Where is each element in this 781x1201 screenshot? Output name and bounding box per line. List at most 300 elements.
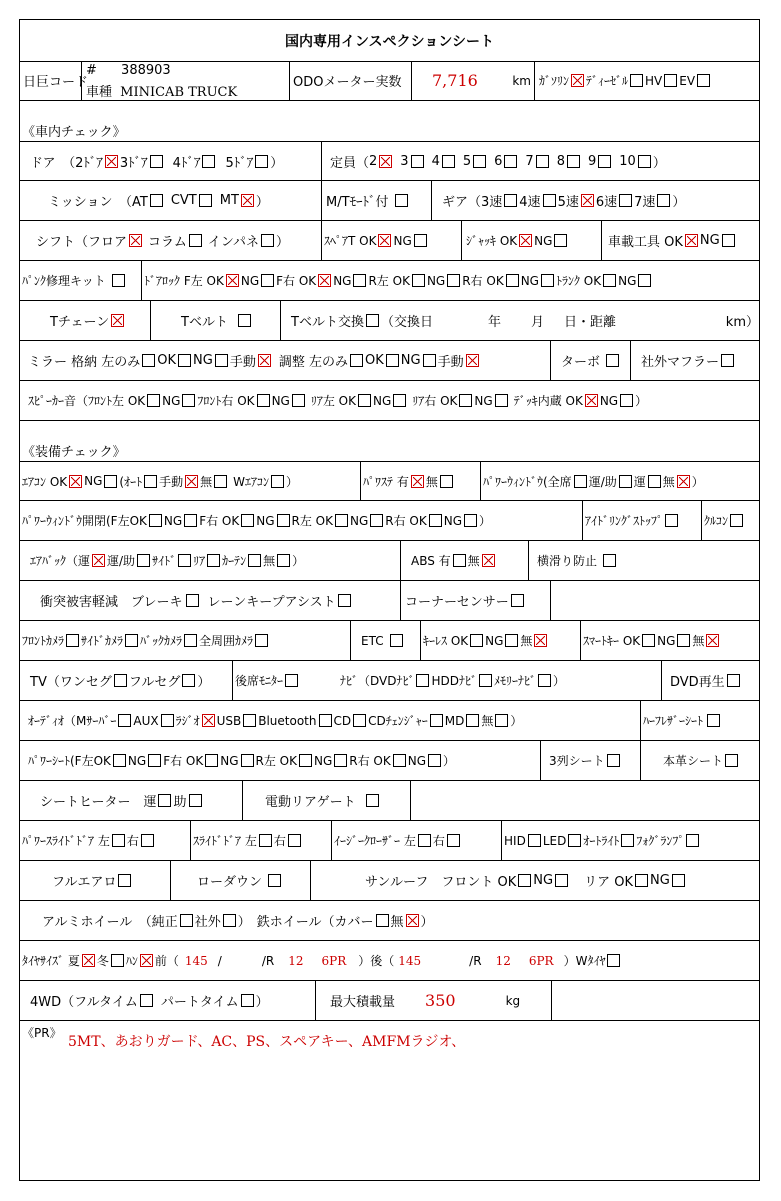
slide-door-right-checkbox[interactable] [288,834,301,847]
trunk-ok-checkbox[interactable] [603,274,616,287]
ng-label: NG [400,353,421,368]
close-paren: ） [672,195,686,210]
year-label: 年 [487,315,501,330]
deck-ng-checkbox[interactable] [620,394,633,407]
audio-mserver-checkbox[interactable] [118,714,131,727]
punk-kit-label: ﾊﾟﾝｸ修理キット [22,274,106,288]
door-4-checkbox[interactable] [202,155,215,168]
doorlock-cell [141,261,761,300]
seats-cell [321,142,761,180]
audio-mserver-label: ｵｰﾃﾞｨｵ（Mｻｰﾊﾞｰ [28,714,117,728]
speaker-fl-ok-checkbox[interactable] [147,394,160,407]
audio-cd-changer-checkbox[interactable] [430,714,443,727]
close-paren: ） [197,675,211,690]
tchain-checkbox[interactable] [111,314,124,327]
door-3-checkbox[interactable] [150,155,163,168]
power-steering-cell [360,462,480,500]
smartkey-ok-checkbox[interactable] [642,634,655,647]
pw-open-fl-ng-checkbox[interactable] [184,514,197,527]
alu-wheel-genuine-checkbox[interactable] [180,914,193,927]
mirror-fold-label: ミラー 格納 左のみ [28,355,141,370]
close-paren: ） [255,995,269,1010]
power-gate-checkbox[interactable] [366,794,379,807]
idle-stop-label: ｱｲﾄﾞﾘﾝｸﾞｽﾄｯﾌﾟ [585,514,664,528]
vehicle-info [81,61,289,100]
driver-label: 運 [633,474,646,489]
aircon-none-checkbox[interactable] [214,475,227,488]
aircon-manual-checkbox[interactable] [185,475,198,488]
door-4-label: 4ﾄﾞｱ [172,155,201,171]
muffler-checkbox[interactable] [721,354,734,367]
slash-r: /R [261,953,275,968]
trunk-ng-checkbox[interactable] [638,274,651,287]
navi-memory-checkbox[interactable] [538,674,551,687]
spare-ng-checkbox[interactable] [414,234,427,247]
turbo-checkbox[interactable] [606,354,619,367]
shift-cell [36,221,321,260]
airbag-side-checkbox[interactable] [178,554,191,567]
mission-at-checkbox[interactable] [150,194,163,207]
pw-open-fr-ng-checkbox[interactable] [277,514,290,527]
pw-open-rr-ng-checkbox[interactable] [464,514,477,527]
deck-label: ﾃﾞｯｷ内蔵 OK [513,394,583,408]
audio-aux-label: AUX [133,713,159,728]
ng-label: NG [426,273,446,288]
close-paren: ） [275,235,289,250]
power-gate-cell [242,781,410,820]
max-load-label: 最大積載量 [330,995,396,1010]
pw-open-fr-ok-checkbox[interactable] [241,514,254,527]
power-gate-label: 電動リアゲート [265,795,356,810]
speaker-fr-label: ﾌﾛﾝﾄ右 OK [197,394,255,408]
mirror-adjust-left-checkbox[interactable] [350,354,363,367]
gear-6-checkbox[interactable] [619,194,632,207]
audio-aux-checkbox[interactable] [161,714,174,727]
odo-cell [411,61,534,100]
tire-cell [22,941,758,980]
anti-skid-checkbox[interactable] [603,554,616,567]
easy-closer-left-checkbox[interactable] [418,834,431,847]
idle-stop-checkbox[interactable] [665,514,678,527]
tools-ng-checkbox[interactable] [722,234,735,247]
seat-heater-row [20,781,759,821]
pw-open-cell [22,501,582,540]
jack-ok-checkbox[interactable] [519,234,532,247]
close-paren: ） [652,155,666,171]
power-seat-fl-label: ﾊﾟﾜｰｼｰﾄ(F左OK [28,754,111,768]
steel-wheel-cover-checkbox[interactable] [376,914,389,927]
seat-10-checkbox[interactable] [638,155,651,168]
power-slide-cell [22,821,192,860]
power-slide-left-checkbox[interactable] [112,834,125,847]
slide-door-cell [190,821,331,860]
hid-label: HID [504,833,526,848]
easy-closer-right-checkbox[interactable] [447,834,460,847]
mission-mt-checkbox[interactable] [241,194,254,207]
lane-keep-checkbox[interactable] [338,594,351,607]
rear-monitor-checkbox[interactable] [285,674,298,687]
doorlock-fl-ok-checkbox[interactable] [226,274,239,287]
power-steering-yes-checkbox[interactable] [411,475,424,488]
ng-label: NG [520,273,539,288]
corner-sensor-checkbox[interactable] [511,594,524,607]
audio-radio-checkbox[interactable] [202,714,215,727]
slide-door-left-checkbox[interactable] [259,834,272,847]
close-paren: ） [270,155,284,171]
seat-heater-driver-label: シートヒーター 運 [40,795,157,810]
power-slide-right-checkbox[interactable] [141,834,154,847]
doorlock-fr-ng-checkbox[interactable] [353,274,366,287]
ng-label: NG [127,753,147,768]
side-camera-label: ｻｲﾄﾞｶﾒﾗ [81,634,124,648]
full-aero-checkbox[interactable] [118,874,131,887]
seat-num: 3 [400,153,409,169]
abs-yes-checkbox[interactable] [453,554,466,567]
lights-cell [501,821,761,860]
power-seat-rl-label: R左 OK [255,754,297,768]
tire-han-checkbox[interactable] [140,954,153,967]
front-camera-checkbox[interactable] [66,634,79,647]
tv-row [20,661,759,701]
audio-radio-label: ﾗｼﾞｵ [175,714,200,728]
seat-heater-driver-checkbox[interactable] [158,794,171,807]
speaker-fr-ok-checkbox[interactable] [257,394,270,407]
gear-6-label: 6速 [595,195,618,210]
lowdown-checkbox[interactable] [268,874,281,887]
tools-ok-checkbox[interactable] [685,234,698,247]
fuel-diesel-checkbox[interactable] [630,74,643,87]
ok-label: OK [157,353,177,368]
gear-7-label: 7速 [634,195,656,210]
sunroof-rear-ok-checkbox[interactable] [635,874,648,887]
fuel-gas-label: ｶﾞｿﾘﾝ [539,74,570,88]
close-paren: ） [479,514,492,528]
audio-md-checkbox[interactable] [466,714,479,727]
led-checkbox[interactable] [568,834,581,847]
seat-heater-passenger-label: 助 [173,795,187,810]
pr-label: 《PR》 [22,1026,62,1040]
spare-ok-label: ｽﾍﾟｱT OK [324,234,377,248]
autolight-label: ｵｰﾄﾗｲﾄ [583,834,620,848]
navi-hdd-checkbox[interactable] [479,674,492,687]
audio-usb-checkbox[interactable] [243,714,256,727]
side-camera-checkbox[interactable] [125,634,138,647]
audio-row [20,701,759,741]
gear-3-label: ギア（3速 [442,195,503,210]
around-camera-checkbox[interactable] [255,634,268,647]
back-camera-checkbox[interactable] [184,634,197,647]
sunroof-cell [310,861,761,900]
aircon-none-label: 無 [200,474,213,489]
close-paren: ） [292,554,305,568]
autolight-checkbox[interactable] [621,834,634,847]
half-leather-cell [640,701,761,740]
jack-ng-checkbox[interactable] [554,234,567,247]
power-window-none-checkbox[interactable] [677,475,690,488]
around-camera-label: 全周囲ｶﾒﾗ [199,634,254,648]
half-leather-checkbox[interactable] [707,714,720,727]
idle-stop-cell [582,501,701,540]
tv-oneseg-checkbox[interactable] [114,674,127,687]
lowdown-label: ローダウン [197,875,263,890]
speaker-fl-ng-checkbox[interactable] [182,394,195,407]
power-window-all-checkbox[interactable] [574,475,587,488]
shift-floor-checkbox[interactable] [129,234,142,247]
pr-text: 5MT、あおりガード、AC、PS、スペアキー、AMFMラジオ、 [68,1034,466,1050]
number-label: # [86,63,97,78]
navi-memory-label: ﾒﾓﾘｰﾅﾋﾞ [494,674,537,688]
cruise-cell [701,501,761,540]
speaker-rr-ok-checkbox[interactable] [459,394,472,407]
aircon-ok-checkbox[interactable] [69,475,82,488]
fwd-parttime-checkbox[interactable] [241,994,254,1007]
pw-open-fl-ok-checkbox[interactable] [149,514,162,527]
pw-open-rl-label: R左 OK [291,514,333,528]
tchain-label: Tチェーン [50,315,110,330]
alu-wheel-aftermarket-checkbox[interactable] [223,914,236,927]
mirror-adjust-ok-checkbox[interactable] [386,354,399,367]
spare-ok-checkbox[interactable] [378,234,391,247]
keyless-cell [420,621,580,660]
tire-front-label: 前（ [154,954,179,968]
pw-open-rr-ok-checkbox[interactable] [429,514,442,527]
tire-winter-checkbox[interactable] [111,954,124,967]
w-tire-checkbox[interactable] [607,954,620,967]
half-leather-label: ﾊｰﾌﾚｻﾞｰｼｰﾄ [643,714,704,728]
mirror-fold-ok-checkbox[interactable] [178,354,191,367]
doorlock-fl-ng-checkbox[interactable] [261,274,274,287]
power-slide-left-label: ﾊﾟﾜｰｽﾗｲﾄﾞﾄﾞｱ 左 [22,834,110,848]
airbag-row [20,541,759,581]
shift-inpane-label: インパネ [207,235,259,250]
mirror-adjust-label: 調整 左のみ [278,355,348,370]
punk-cell [22,261,140,300]
tbelt-checkbox[interactable] [238,314,251,327]
door-2-checkbox[interactable] [105,155,118,168]
airbag-dp-checkbox[interactable] [137,554,150,567]
ng-label: NG [657,633,676,648]
power-steering-none-checkbox[interactable] [440,475,453,488]
seat-heater-passenger-checkbox[interactable] [189,794,202,807]
aircon-ng-checkbox[interactable] [104,475,117,488]
tire-winter-label: 冬 [96,954,109,968]
hid-checkbox[interactable] [528,834,541,847]
full-aero-label: フルエアロ [52,875,117,890]
airbag-dp-label: 運/助 [107,554,136,568]
fwd-fulltime-checkbox[interactable] [140,994,153,1007]
doorlock-rl-ok-checkbox[interactable] [412,274,425,287]
audio-bluetooth-checkbox[interactable] [319,714,332,727]
keyless-ok-checkbox[interactable] [470,634,483,647]
mirror-fold-left-checkbox[interactable] [142,354,155,367]
header-row [20,61,759,101]
smartkey-none-checkbox[interactable] [706,634,719,647]
seat-num: 8 [556,153,565,169]
sheet-title: 国内専用インスペクションシート [20,20,759,62]
speaker-rl-ok-checkbox[interactable] [358,394,371,407]
punk-kit-checkbox[interactable] [112,274,125,287]
w-aircon-checkbox[interactable] [271,475,284,488]
mirror-adjust-ng-checkbox[interactable] [423,354,436,367]
power-seat-rl-ok-checkbox[interactable] [299,754,312,767]
rear-monitor-label: 後席ﾓﾆﾀｰ [235,674,284,688]
navi-dvd-checkbox[interactable] [416,674,429,687]
easy-closer-left-label: ｲｰｼﾞｰｸﾛｰｻﾞｰ 左 [334,834,416,848]
third-row-checkbox[interactable] [607,754,620,767]
doorlock-rl-ng-checkbox[interactable] [447,274,460,287]
leather-checkbox[interactable] [725,754,738,767]
power-seat-cell [28,741,540,780]
tire-summer-checkbox[interactable] [82,954,95,967]
seat-8-checkbox[interactable] [567,155,580,168]
power-seat-fr-ng-checkbox[interactable] [241,754,254,767]
tbelt-change-checkbox[interactable] [366,314,379,327]
gear-5-checkbox[interactable] [581,194,594,207]
tools-ng-label: NG [699,233,720,248]
door-5-checkbox[interactable] [255,155,268,168]
spare-ng-label: NG [393,233,412,248]
power-seat-rr-ok-checkbox[interactable] [393,754,406,767]
anti-skid-label: 横滑り防止 [537,554,598,568]
lane-keep-label: レーンキープアシスト [207,595,336,610]
seat-5-checkbox[interactable] [473,155,486,168]
tire-front-size: 145 [184,953,208,968]
speaker-rl-ng-checkbox[interactable] [393,394,406,407]
keyless-ng-checkbox[interactable] [505,634,518,647]
audio-none-checkbox[interactable] [495,714,508,727]
shift-row [20,221,759,261]
doorlock-rr-ng-checkbox[interactable] [541,274,554,287]
pr-section [20,1021,759,1181]
gear-5-label: 5速 [557,195,579,210]
sunroof-front-ng-checkbox[interactable] [555,874,568,887]
aircon-auto-checkbox[interactable] [144,475,157,488]
fwd-fulltime-label: 4WD（フルタイム [30,995,138,1010]
mirror-fold-manual-checkbox[interactable] [258,354,271,367]
tv-fullseg-checkbox[interactable] [182,674,195,687]
alu-wheel-label: アルミホイール （純正 [42,915,178,930]
mission-cvt-checkbox[interactable] [199,194,212,207]
smartkey-ng-checkbox[interactable] [677,634,690,647]
pw-open-rl-ng-checkbox[interactable] [370,514,383,527]
close-paren: ） [237,915,251,930]
speaker-rr-label: ﾘｱ右 OK [412,394,458,408]
interior-section [20,101,759,141]
power-window-all-label: ﾊﾟﾜｰｳｨﾝﾄﾞｳ(全席 [483,474,572,489]
seat-2-checkbox[interactable] [379,155,392,168]
gear-7-checkbox[interactable] [657,194,670,207]
seat-9-checkbox[interactable] [598,155,611,168]
none-label: 無 [390,915,404,930]
model-name: MINICAB TRUCK [120,85,238,100]
speaker-fr-ng-checkbox[interactable] [292,394,305,407]
fuel-hv-checkbox[interactable] [664,74,677,87]
max-load-cell [315,981,551,1020]
airbag-driver-checkbox[interactable] [92,554,105,567]
sunroof-rear-ng-checkbox[interactable] [672,874,685,887]
mt-mode-checkbox[interactable] [395,194,408,207]
shift-inpane-checkbox[interactable] [261,234,274,247]
seat-heater-cell [40,781,250,820]
power-seat-rl-ng-checkbox[interactable] [334,754,347,767]
airbag-curtain-label: ｶｰﾃﾝ [222,554,247,568]
gear-4-checkbox[interactable] [543,194,556,207]
manual-label: 手動 [229,355,256,370]
seat-4-checkbox[interactable] [442,155,455,168]
power-seat-rr-ng-checkbox[interactable] [428,754,441,767]
mirror-adjust-manual-checkbox[interactable] [466,354,479,367]
doorlock-fr-ok-checkbox[interactable] [318,274,331,287]
ng-label: NG [443,513,463,528]
seat-7-checkbox[interactable] [536,155,549,168]
doorlock-rr-ok-checkbox[interactable] [506,274,519,287]
audio-cd-checkbox[interactable] [353,714,366,727]
collision-brake-checkbox[interactable] [186,594,199,607]
seat-num: 5 [462,153,472,169]
tire-rear-size: 145 [398,953,422,968]
pw-open-fr-label: F右 OK [199,514,240,528]
pw-open-rl-ok-checkbox[interactable] [335,514,348,527]
cruise-checkbox[interactable] [730,514,743,527]
seat-3-checkbox[interactable] [411,155,424,168]
etc-checkbox[interactable] [390,634,403,647]
airbag-rear-checkbox[interactable] [207,554,220,567]
tbelt-change-cell [280,301,761,340]
shift-column-checkbox[interactable] [189,234,202,247]
steel-wheel-none-checkbox[interactable] [406,914,419,927]
drive-row [20,981,759,1021]
power-seat-fl-ng-checkbox[interactable] [148,754,161,767]
aero-row [20,861,759,901]
fuel-gas-checkbox[interactable] [571,74,584,87]
foglamp-checkbox[interactable] [686,834,699,847]
seat-6-checkbox[interactable] [504,155,517,168]
door-cell [30,142,330,180]
ng-label: NG [618,273,637,288]
slash-r: /R [469,953,482,968]
none-label: 無 [263,554,276,568]
pw-open-row [20,501,759,541]
ng-label: NG [240,273,260,288]
fuel-hv-label: HV [645,73,663,88]
power-window-driver-checkbox[interactable] [648,475,661,488]
fuel-ev-checkbox[interactable] [697,74,710,87]
gear-3-checkbox[interactable] [504,194,517,207]
mirror-fold-ng-checkbox[interactable] [215,354,228,367]
keyless-none-checkbox[interactable] [534,634,547,647]
audio-cell [28,701,640,740]
power-seat-fl-ok-checkbox[interactable] [113,754,126,767]
front-camera-label: ﾌﾛﾝﾄｶﾒﾗ [22,634,65,648]
deck-ok-checkbox[interactable] [585,394,598,407]
speaker-rr-ng-checkbox[interactable] [495,394,508,407]
navi-hdd-label: HDDﾅﾋﾞ [431,674,477,688]
sunroof-front-ok-checkbox[interactable] [518,874,531,887]
power-seat-fr-ok-checkbox[interactable] [205,754,218,767]
camera-cell [22,621,350,660]
none-label: 無 [692,634,705,648]
abs-none-checkbox[interactable] [482,554,495,567]
airbag-none-checkbox[interactable] [277,554,290,567]
speaker-cell [28,381,758,420]
abs-label: ABS 有 [411,554,451,568]
tbelt-label: Tベルト [181,315,228,330]
seat-num: 10 [619,153,636,169]
power-window-dp-checkbox[interactable] [619,475,632,488]
ng-label: NG [193,353,213,368]
airbag-curtain-checkbox[interactable] [248,554,261,567]
dvd-play-checkbox[interactable] [727,674,740,687]
